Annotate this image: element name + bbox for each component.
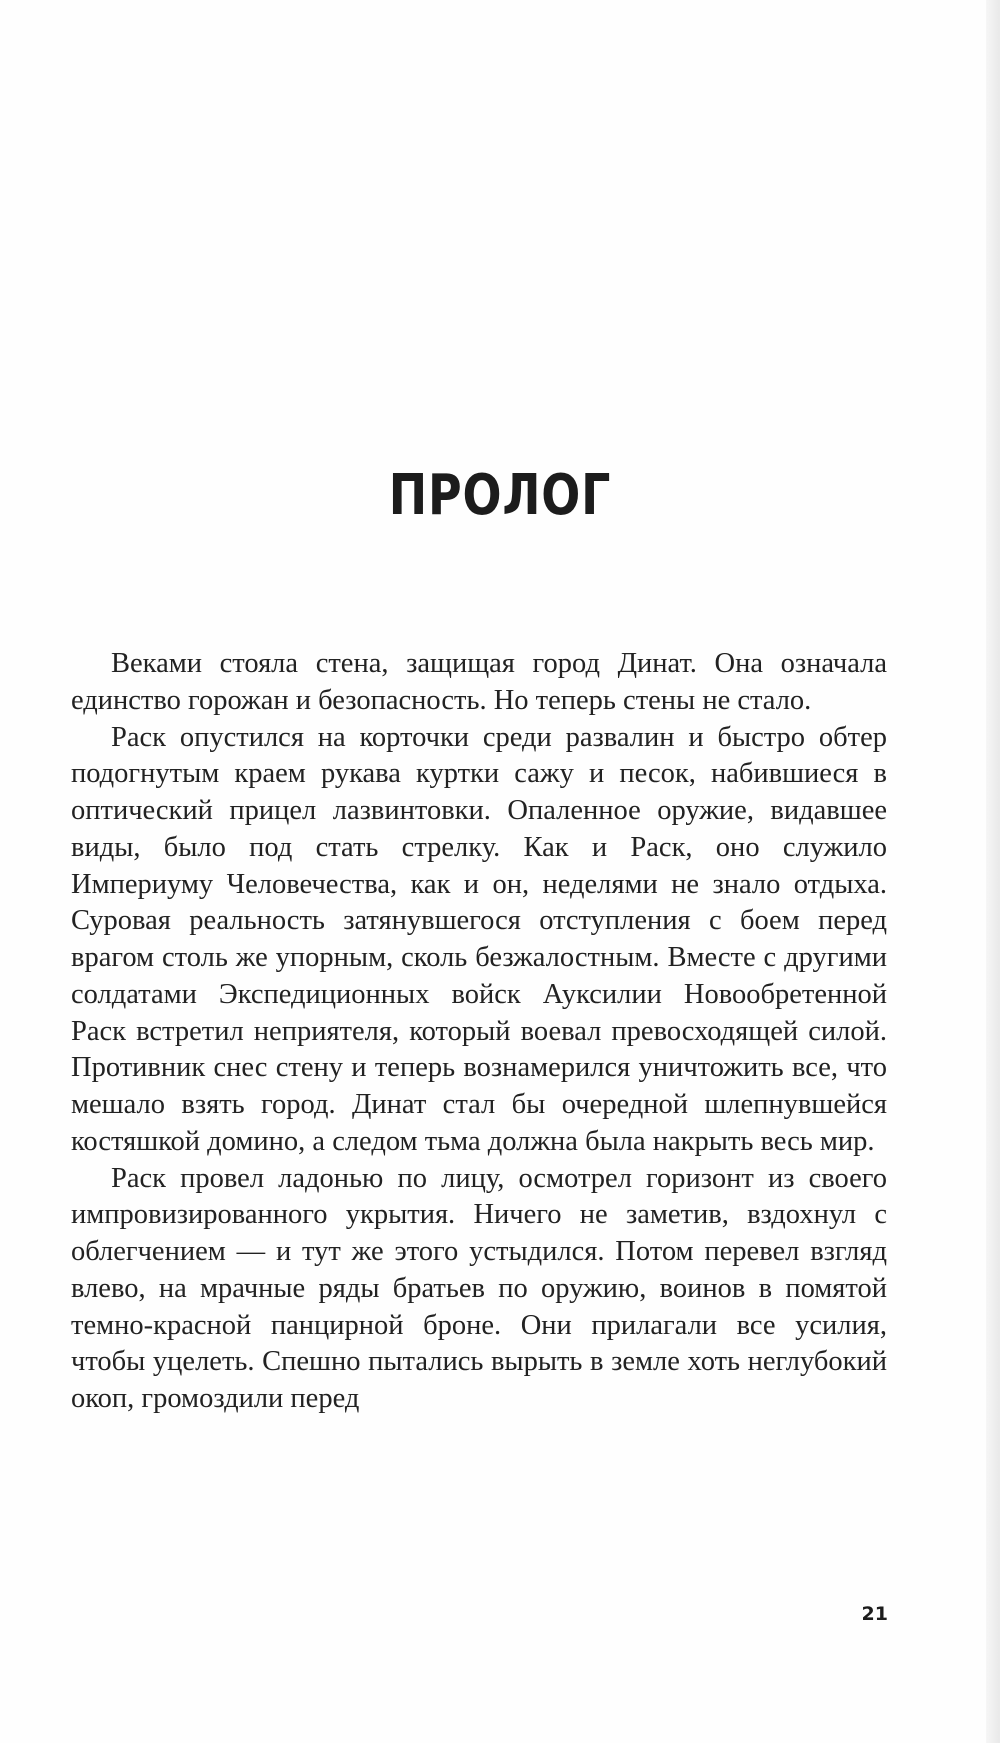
page-number: 21 <box>861 1603 888 1625</box>
body-text <box>71 646 887 1418</box>
chapter-title: ПРОЛОГ <box>388 463 612 528</box>
paragraph-3: Раск провел ладонью по лицу, осмотрел горизонт из своего импровизированного укрытия. Ничего не заметив, вздохнул с облегчением — и тут же этого устыдился. Потом перевел взгляд влево, на мрачные ряды братьев по оружию, воинов в помятой темно-красной панцирной броне. Они прилагали все усилия, чтобы уцелеть. Спешно пытались вырыть в земле хоть неглубокий окоп, громоздили перед <box>71 1162 887 1414</box>
page-edge-shadow <box>986 0 1000 1743</box>
paragraph-1: Веками стояла стена, защищая город Динат. Она означала единство горожан и безопасность. Но теперь стены не стало. <box>71 648 887 716</box>
paragraph-2: Раск опустился на корточки среди развалин и быстро обтер подогнутым краем рукава куртки сажу и песок, набившиеся в оптический прицел лазвинтовки. Опаленное оружие, видавшее виды, было под стать стрелку. Как и Раск, оно служило Империуму Человечества, как и он, неделями не знало отдыха. Суровая реальность затянувшегося отступления с боем перед врагом столь же упорным, сколь безжалостным. Вместе с другими солдатами Экспедиционных войск Ауксилии Новообретенной Раск встретил неприятеля, который воевал превосходящей силой. Противник снес стену и теперь вознамерился уничтожить все, что мешало взять город. Динат стал бы очередной шлепнувшейся костяшкой домино, а следом тьма должна была накрыть весь мир. <box>71 721 887 1157</box>
